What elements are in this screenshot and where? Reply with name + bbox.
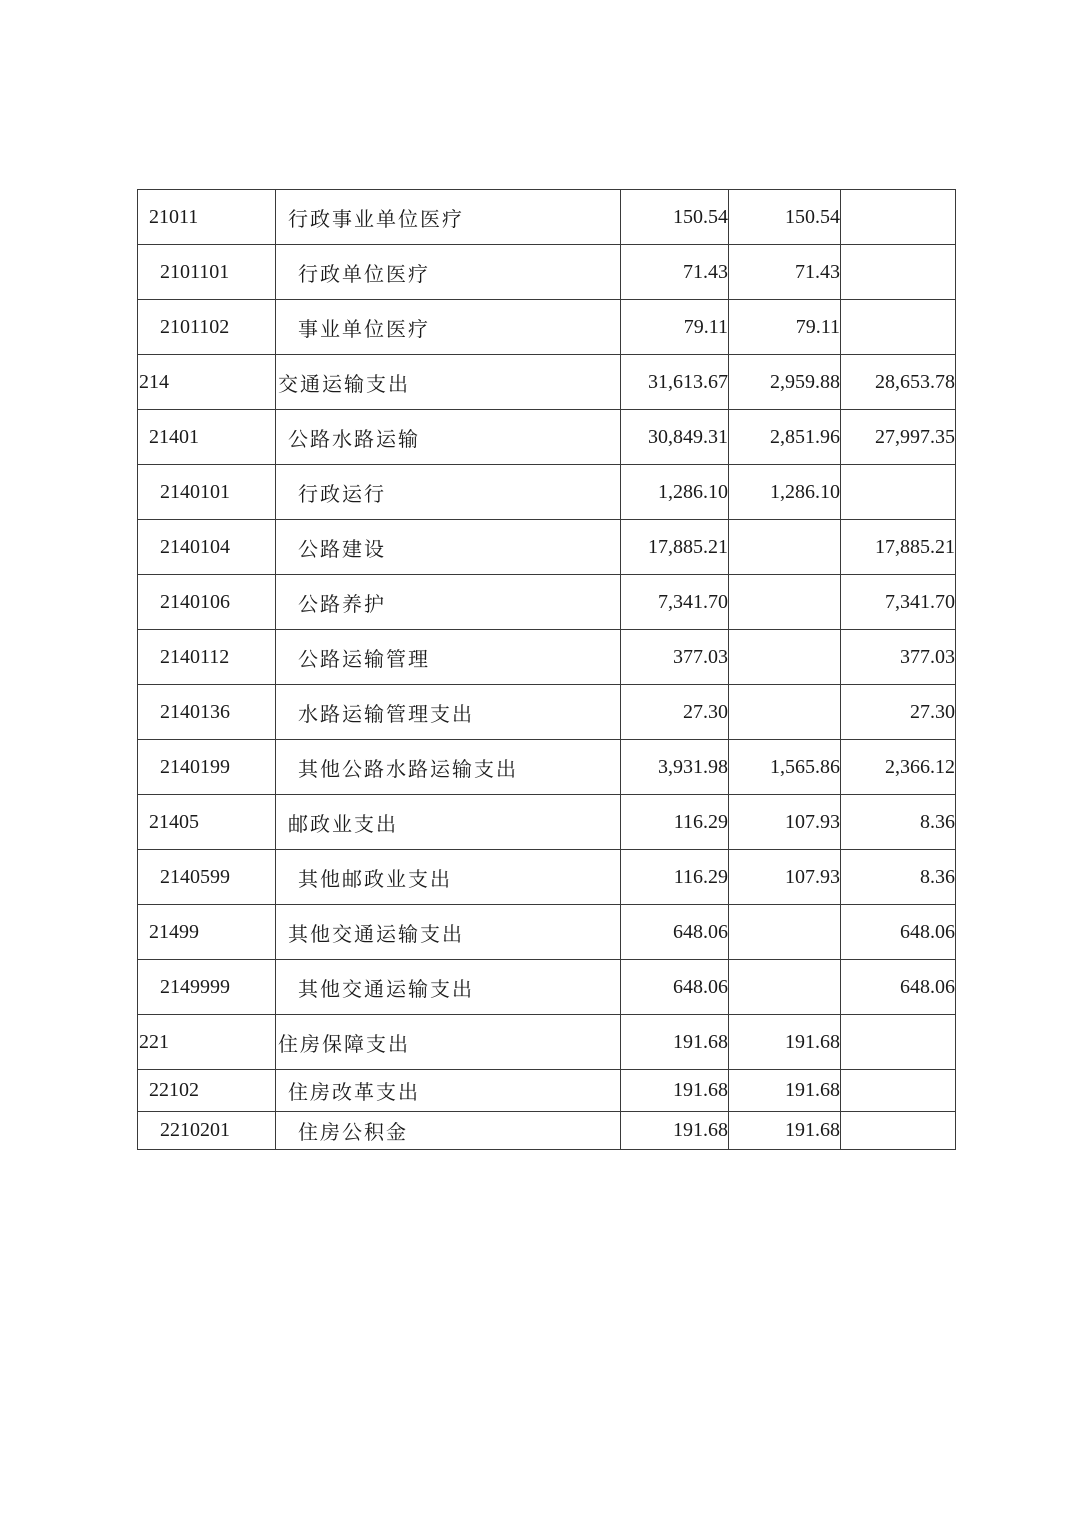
total-amount-cell: 30,849.31 — [621, 410, 729, 465]
basic-expenditure-cell — [729, 960, 841, 1015]
item-name-cell: 行政单位医疗 — [276, 245, 621, 300]
table-row — [138, 685, 956, 740]
project-expenditure-cell: 27,997.35 — [841, 410, 956, 465]
basic-expenditure-cell: 107.93 — [729, 795, 841, 850]
table-row — [138, 1112, 956, 1150]
basic-expenditure-cell: 191.68 — [729, 1015, 841, 1070]
total-amount-cell: 3,931.98 — [621, 740, 729, 795]
function-code-cell: 2210201 — [138, 1112, 276, 1150]
item-name-cell: 其他交通运输支出 — [276, 960, 621, 1015]
project-expenditure-cell: 7,341.70 — [841, 575, 956, 630]
basic-expenditure-cell: 1,286.10 — [729, 465, 841, 520]
item-name-cell: 住房公积金 — [276, 1112, 621, 1150]
total-amount-cell: 27.30 — [621, 685, 729, 740]
function-code-cell: 21405 — [138, 795, 276, 850]
table-row — [138, 630, 956, 685]
project-expenditure-cell: 8.36 — [841, 850, 956, 905]
basic-expenditure-cell — [729, 685, 841, 740]
basic-expenditure-cell: 150.54 — [729, 190, 841, 245]
project-expenditure-cell: 648.06 — [841, 960, 956, 1015]
basic-expenditure-cell: 1,565.86 — [729, 740, 841, 795]
item-name-cell: 公路建设 — [276, 520, 621, 575]
item-name-cell: 其他邮政业支出 — [276, 850, 621, 905]
basic-expenditure-cell: 79.11 — [729, 300, 841, 355]
function-code-cell: 2101102 — [138, 300, 276, 355]
table-row — [138, 300, 956, 355]
table-row — [138, 905, 956, 960]
total-amount-cell: 648.06 — [621, 905, 729, 960]
function-code-cell: 214 — [138, 355, 276, 410]
function-code-cell: 2140599 — [138, 850, 276, 905]
table-body — [138, 190, 956, 1150]
item-name-cell: 住房改革支出 — [276, 1070, 621, 1112]
item-name-cell: 公路养护 — [276, 575, 621, 630]
project-expenditure-cell: 2,366.12 — [841, 740, 956, 795]
function-code-cell: 2140136 — [138, 685, 276, 740]
item-name-cell: 交通运输支出 — [276, 355, 621, 410]
total-amount-cell: 116.29 — [621, 795, 729, 850]
total-amount-cell: 7,341.70 — [621, 575, 729, 630]
basic-expenditure-cell: 2,851.96 — [729, 410, 841, 465]
table-row — [138, 190, 956, 245]
total-amount-cell: 79.11 — [621, 300, 729, 355]
function-code-cell: 2140199 — [138, 740, 276, 795]
project-expenditure-cell: 28,653.78 — [841, 355, 956, 410]
function-code-cell: 2101101 — [138, 245, 276, 300]
table-row — [138, 1015, 956, 1070]
total-amount-cell: 191.68 — [621, 1112, 729, 1150]
project-expenditure-cell — [841, 1015, 956, 1070]
budget-expenditure-table — [137, 189, 956, 1150]
project-expenditure-cell — [841, 465, 956, 520]
table-row — [138, 850, 956, 905]
function-code-cell: 21499 — [138, 905, 276, 960]
project-expenditure-cell: 27.30 — [841, 685, 956, 740]
item-name-cell: 其他公路水路运输支出 — [276, 740, 621, 795]
function-code-cell: 2140112 — [138, 630, 276, 685]
project-expenditure-cell — [841, 1112, 956, 1150]
total-amount-cell: 191.68 — [621, 1015, 729, 1070]
project-expenditure-cell — [841, 300, 956, 355]
basic-expenditure-cell — [729, 575, 841, 630]
item-name-cell: 事业单位医疗 — [276, 300, 621, 355]
project-expenditure-cell — [841, 1070, 956, 1112]
total-amount-cell: 150.54 — [621, 190, 729, 245]
item-name-cell: 住房保障支出 — [276, 1015, 621, 1070]
total-amount-cell: 71.43 — [621, 245, 729, 300]
basic-expenditure-cell — [729, 905, 841, 960]
item-name-cell: 公路运输管理 — [276, 630, 621, 685]
table-row — [138, 245, 956, 300]
table-row — [138, 520, 956, 575]
function-code-cell: 2140104 — [138, 520, 276, 575]
table-row — [138, 575, 956, 630]
project-expenditure-cell — [841, 190, 956, 245]
function-code-cell: 221 — [138, 1015, 276, 1070]
basic-expenditure-cell — [729, 520, 841, 575]
function-code-cell: 2140101 — [138, 465, 276, 520]
project-expenditure-cell: 8.36 — [841, 795, 956, 850]
item-name-cell: 其他交通运输支出 — [276, 905, 621, 960]
project-expenditure-cell: 648.06 — [841, 905, 956, 960]
total-amount-cell: 17,885.21 — [621, 520, 729, 575]
function-code-cell: 21401 — [138, 410, 276, 465]
table-row — [138, 740, 956, 795]
total-amount-cell: 191.68 — [621, 1070, 729, 1112]
item-name-cell: 行政事业单位医疗 — [276, 190, 621, 245]
total-amount-cell: 31,613.67 — [621, 355, 729, 410]
project-expenditure-cell: 377.03 — [841, 630, 956, 685]
project-expenditure-cell: 17,885.21 — [841, 520, 956, 575]
total-amount-cell: 648.06 — [621, 960, 729, 1015]
item-name-cell: 水路运输管理支出 — [276, 685, 621, 740]
basic-expenditure-cell: 191.68 — [729, 1070, 841, 1112]
table-row — [138, 410, 956, 465]
function-code-cell: 2149999 — [138, 960, 276, 1015]
table-row — [138, 1070, 956, 1112]
function-code-cell: 21011 — [138, 190, 276, 245]
basic-expenditure-cell: 71.43 — [729, 245, 841, 300]
table-row — [138, 795, 956, 850]
total-amount-cell: 116.29 — [621, 850, 729, 905]
item-name-cell: 邮政业支出 — [276, 795, 621, 850]
item-name-cell: 公路水路运输 — [276, 410, 621, 465]
item-name-cell: 行政运行 — [276, 465, 621, 520]
table-row — [138, 960, 956, 1015]
table-row — [138, 355, 956, 410]
total-amount-cell: 1,286.10 — [621, 465, 729, 520]
function-code-cell: 2140106 — [138, 575, 276, 630]
basic-expenditure-cell: 107.93 — [729, 850, 841, 905]
total-amount-cell: 377.03 — [621, 630, 729, 685]
project-expenditure-cell — [841, 245, 956, 300]
basic-expenditure-cell — [729, 630, 841, 685]
function-code-cell: 22102 — [138, 1070, 276, 1112]
basic-expenditure-cell: 2,959.88 — [729, 355, 841, 410]
table-row — [138, 465, 956, 520]
basic-expenditure-cell: 191.68 — [729, 1112, 841, 1150]
